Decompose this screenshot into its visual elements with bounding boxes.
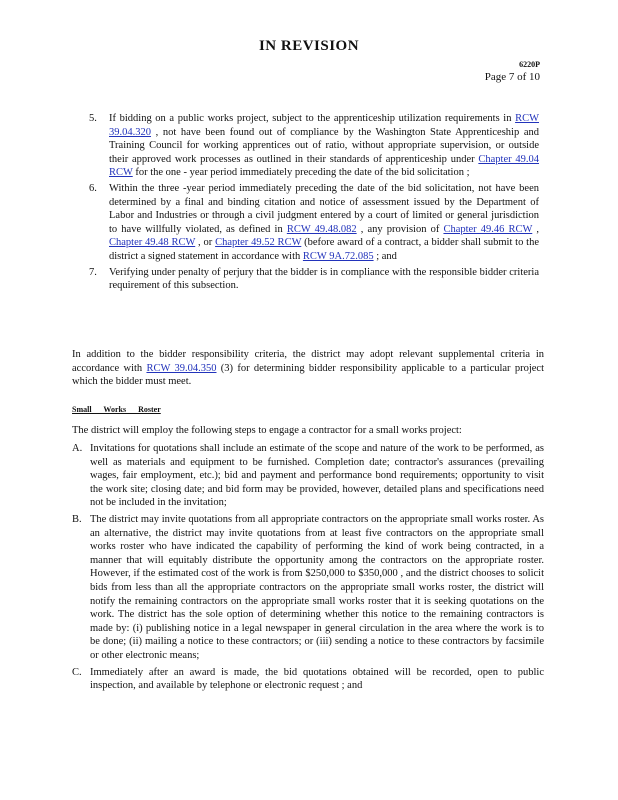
rcw-link[interactable]: RCW 39.04.320 (109, 113, 539, 138)
paragraph-text (72, 348, 544, 389)
list-item (89, 182, 539, 264)
item-text: The district may invite quotations from all appropriate contractors on the appropriate small works roster. As an alternative, the district may invite quotations from at least five contractors on the appropriate small works roster who have indicated the capability of performing the kind of work being contracted, in a manner that will equitably distribute the opportunity among the contractors on the appropriate roster. However, if the estimated cost of the work is from $250,000 to $350,000 , and the district chooses to solicit bids from less than all the appropriate contractors on the appropriate small works roster, the district will notify the remaining contractors on the appropriate small works roster that it is seeking quotations on the work. The district has the sole option of determining whether this notice to the remaining contractors is made by: (i) publishing notice in a legal newspaper in general circulation in the area where the work is to be done; (ii) mailing a notice to these contractors; or (iii) sending a notice to these contractors by facsimile or other electronic means; (90, 513, 544, 661)
rcw-link[interactable]: Chapter 49.48 RCW (109, 237, 196, 249)
text-run: Verifying under penalty of perjury that the bidder is in compliance with the responsible bidder criteria requirement of this subsection. (109, 266, 539, 292)
intro-text: The district will employ the following steps to engage a contractor for a small works project: (72, 425, 462, 436)
rcw-link[interactable]: RCW 39.04.350 (146, 362, 217, 374)
rcw-link[interactable]: Chapter 49.04 RCW (109, 153, 539, 179)
text-run: (before award of a contract, a bidder shall submit to the district a signed statement in accordance with (109, 237, 539, 262)
item-letter: B. (72, 513, 82, 525)
item-text (109, 266, 539, 293)
item-text (109, 182, 539, 264)
item-text: Invitations for quotations shall include an estimate of the scope and nature of the work to be performed, as well as materials and equipment to be furnished. Completion date; contractor's assurances (prevailing wages, fair employment, etc.); bid and payment and performance bond requirements; opportunity to visit the work site; closing date; and bid form may be provided, however, detailed plans and specifications need not be included in the invitation; (90, 443, 544, 509)
list-item (72, 666, 544, 693)
rcw-link[interactable]: RCW 9A.72.085 (302, 250, 374, 262)
list-item (72, 513, 544, 663)
list-item (89, 266, 539, 293)
rcw-link[interactable]: RCW 49.48.082 (286, 223, 357, 235)
numbered-list (89, 112, 539, 295)
page-number: Page 7 of 10 (484, 71, 540, 83)
item-letter: C. (72, 666, 82, 678)
text-run: , not have been found out of compliance by the Washington State Apprenticeship and Training Council for working apprentices out of ratio, without appropriate supervision, or outside their approved work processes as outlined in their standards of apprenticeship under (109, 126, 539, 165)
intro-paragraph (72, 424, 544, 438)
page-title: IN REVISION (258, 38, 360, 54)
text-run: , (532, 223, 540, 235)
item-text: Immediately after an award is made, the bid quotations obtained will be recorded, open to public inspection, and available by telephone or electronic request ; and (90, 666, 544, 692)
supplemental-criteria-paragraph (72, 348, 544, 389)
text-run: In addition to the bidder responsibility criteria, the district may adopt relevant supplemental criteria in accordance with (72, 349, 544, 374)
policy-code: 6220P (519, 60, 540, 69)
lettered-list (72, 442, 544, 696)
list-item (72, 442, 544, 510)
text-run: for the one - year period immediately preceding the date of the bid solicitation ; (132, 167, 470, 179)
section-heading: Small Works Roster (72, 405, 161, 414)
item-number: 7. (89, 266, 97, 278)
rcw-link[interactable]: Chapter 49.52 RCW (215, 237, 302, 249)
item-number: 6. (89, 182, 97, 194)
item-letter: A. (72, 443, 83, 454)
text-run: (3) for determining bidder responsibility applicable to a particular project which the bidder must meet. (72, 362, 544, 388)
text-run: , or (195, 237, 216, 249)
text-run: If bidding on a public works project, subject to the apprenticeship utilization requirements in (109, 113, 516, 124)
list-item (89, 112, 539, 180)
text-run: , any provision of (356, 223, 444, 235)
text-run: ; and (373, 250, 397, 262)
item-number: 5. (89, 113, 97, 124)
text-run: Within the three -year period immediately preceding the date of the bid solicitation, not have been determined by a final and binding citation and notice of assessment issued by the Department of Labor and Industries or through a civil judgment entered by a court of limited or general jurisdiction to have willfully violated, as defined in (109, 182, 539, 235)
item-text (109, 112, 539, 180)
rcw-link[interactable]: Chapter 49.46 RCW (443, 223, 533, 235)
